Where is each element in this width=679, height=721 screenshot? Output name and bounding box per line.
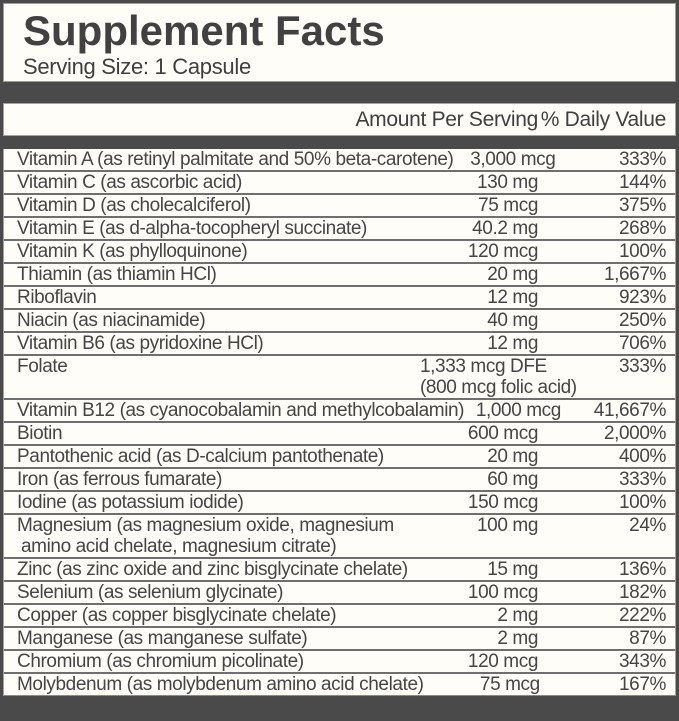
row-line <box>13 582 666 603</box>
serving-size-text: Serving Size: 1 Capsule <box>23 54 251 80</box>
nutrient-daily-value: 182% <box>619 581 666 603</box>
table-row <box>4 467 675 490</box>
table-row <box>4 308 675 331</box>
row-line <box>13 492 666 513</box>
nutrient-name: Pantothenic acid (as D-calcium pantothenate) <box>17 445 384 467</box>
nutrient-amount: 120 mcg <box>467 650 538 672</box>
table-row <box>4 262 675 285</box>
row-line <box>13 446 666 467</box>
nutrient-name: Selenium (as selenium glycinate) <box>17 581 283 603</box>
table-row <box>4 193 675 216</box>
nutrient-amount: 2 mg <box>497 627 538 649</box>
table-row <box>4 285 675 308</box>
nutrient-daily-value: 333% <box>619 355 666 377</box>
table-row <box>4 557 675 580</box>
row-line <box>13 333 666 354</box>
nutrient-name: Chromium (as chromium picolinate) <box>17 650 304 672</box>
nutrient-daily-value: 41,667% <box>593 399 666 421</box>
column-header-amount: Amount Per Serving <box>355 107 538 131</box>
table-row <box>4 354 675 398</box>
nutrient-daily-value: 100% <box>619 491 666 513</box>
table-row <box>4 626 675 649</box>
nutrient-name: Niacin (as niacinamide) <box>17 309 206 331</box>
row-line <box>13 195 666 216</box>
nutrient-name: Magnesium (as magnesium oxide, magnesium <box>17 514 394 536</box>
divider-bar-header <box>3 136 676 149</box>
row-line <box>13 674 666 695</box>
nutrient-name: Iron (as ferrous fumarate) <box>17 468 223 490</box>
nutrient-name: Vitamin E (as d-alpha-tocopheryl succinate) <box>17 217 367 239</box>
row-line <box>13 310 666 331</box>
row-line-continued <box>13 377 666 398</box>
nutrient-amount: 1,000 mcg <box>475 399 561 421</box>
table-row <box>4 444 675 467</box>
row-line <box>13 515 666 536</box>
nutrient-daily-value: 706% <box>619 332 666 354</box>
nutrient-amount: 130 mg <box>477 171 538 193</box>
nutrient-name: Riboflavin <box>17 286 97 308</box>
nutrient-daily-value: 250% <box>619 309 666 331</box>
table-row <box>4 239 675 262</box>
table-row <box>4 603 675 626</box>
row-line <box>13 628 666 649</box>
row-line <box>13 400 666 421</box>
nutrient-name: Manganese (as manganese sulfate) <box>17 627 308 649</box>
nutrient-name: Vitamin C (as ascorbic acid) <box>17 171 242 193</box>
nutrient-daily-value: 343% <box>619 650 666 672</box>
nutrient-name: Biotin <box>17 422 63 444</box>
nutrient-daily-value: 144% <box>619 171 666 193</box>
row-line <box>13 356 666 377</box>
nutrient-amount: 100 mcg <box>467 581 538 603</box>
nutrient-amount: 20 mg <box>487 445 538 467</box>
nutrient-amount: 20 mg <box>487 263 538 285</box>
nutrient-daily-value: 375% <box>619 194 666 216</box>
nutrient-amount: 1,333 mcg DFE <box>420 355 547 377</box>
table-row <box>4 580 675 603</box>
nutrient-name-continued: amino acid chelate, magnesium citrate) <box>21 535 337 557</box>
row-line <box>13 559 666 580</box>
row-line <box>13 469 666 490</box>
title-block <box>3 3 676 82</box>
nutrient-amount: 3,000 mcg <box>470 149 556 170</box>
nutrient-name: Vitamin B12 (as cyanocobalamin and methylcobalamin) <box>17 399 465 421</box>
nutrient-amount-continued: (800 mcg folic acid) <box>420 376 577 398</box>
table-row <box>4 649 675 672</box>
row-line <box>13 149 666 170</box>
table-row <box>4 421 675 444</box>
nutrient-amount: 600 mcg <box>467 422 538 444</box>
row-line <box>13 172 666 193</box>
nutrient-amount: 150 mcg <box>467 491 538 513</box>
row-line <box>13 241 666 262</box>
table-row <box>4 513 675 557</box>
nutrient-daily-value: 222% <box>619 604 666 626</box>
nutrient-name: Zinc (as zinc oxide and zinc bisglycinate chelate) <box>17 558 408 580</box>
row-line <box>13 287 666 308</box>
nutrient-daily-value: 24% <box>629 514 666 536</box>
row-line-continued <box>13 536 666 557</box>
nutrient-amount: 12 mg <box>487 286 538 308</box>
nutrient-daily-value: 87% <box>629 627 666 649</box>
table-row <box>4 331 675 354</box>
table-row <box>4 216 675 239</box>
nutrient-daily-value: 100% <box>619 240 666 262</box>
nutrient-amount: 75 mcg <box>478 194 538 216</box>
nutrient-name: Copper (as copper bisglycinate chelate) <box>17 604 337 626</box>
nutrient-daily-value: 923% <box>619 286 666 308</box>
column-header-daily-value: % Daily Value <box>540 107 666 131</box>
row-line <box>13 651 666 672</box>
nutrient-amount: 40 mg <box>487 309 538 331</box>
nutrient-name: Vitamin D (as cholecalciferol) <box>17 194 251 216</box>
nutrient-daily-value: 400% <box>619 445 666 467</box>
nutrient-name: Iodine (as potassium iodide) <box>17 491 244 513</box>
row-line <box>13 605 666 626</box>
page-title: Supplement Facts <box>23 7 385 54</box>
nutrient-amount: 40.2 mg <box>472 217 538 239</box>
nutrient-amount: 15 mg <box>487 558 538 580</box>
nutrient-name: Molybdenum (as molybdenum amino acid chelate) <box>17 673 424 695</box>
nutrient-amount: 120 mcg <box>467 240 538 262</box>
row-line <box>13 264 666 285</box>
nutrient-amount: 60 mg <box>487 468 538 490</box>
nutrient-name: Vitamin B6 (as pyridoxine HCl) <box>17 332 264 354</box>
table-row <box>4 490 675 513</box>
nutrient-name: Vitamin A (as retinyl palmitate and 50% beta-carotene) <box>17 149 454 170</box>
nutrient-amount: 100 mg <box>477 514 538 536</box>
row-line <box>13 423 666 444</box>
table-header-row <box>3 103 676 136</box>
nutrient-table <box>3 149 676 696</box>
nutrient-name: Thiamin (as thiamin HCl) <box>17 263 217 285</box>
table-row <box>4 398 675 421</box>
table-row <box>4 170 675 193</box>
row-line <box>13 218 666 239</box>
nutrient-daily-value: 167% <box>619 673 666 695</box>
nutrient-amount: 75 mcg <box>479 673 540 695</box>
table-row <box>4 672 675 695</box>
nutrient-daily-value: 136% <box>619 558 666 580</box>
nutrient-amount: 12 mg <box>487 332 538 354</box>
nutrient-daily-value: 268% <box>619 217 666 239</box>
divider-bar-top <box>3 82 676 103</box>
nutrient-daily-value: 2,000% <box>603 422 666 444</box>
nutrient-name: Folate <box>17 355 68 377</box>
nutrient-name: Vitamin K (as phylloquinone) <box>17 240 248 262</box>
nutrient-daily-value: 1,667% <box>603 263 666 285</box>
nutrient-daily-value: 333% <box>619 149 666 170</box>
table-row <box>4 149 675 170</box>
nutrient-daily-value: 333% <box>619 468 666 490</box>
nutrient-amount: 2 mg <box>497 604 538 626</box>
